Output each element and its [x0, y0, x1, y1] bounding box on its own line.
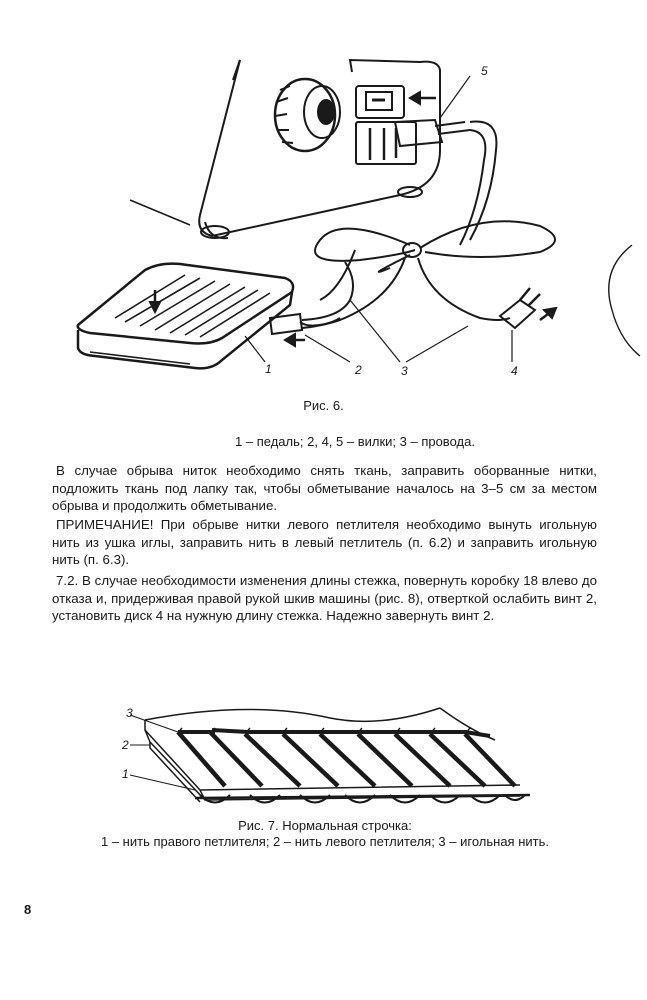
callout-3: 3: [401, 364, 408, 378]
paragraph-stitch-length: 7.2. В случае необходимости изменения длины стежка, повернуть коробку 18 влево до отказа и, придерживая правой рукой шкив машины (рис. 8), отверткой ослабить винт 2, установить диск 4 на нужную длину стежка. Надежно завернуть винт 2.: [52, 573, 597, 624]
paragraph-note: ПРИМЕЧАНИЕ! При обрыве нитки левого петлителя необходимо вынуть игольную нить из ушка иглы, заправить нить в левый петлитель (п. 6.2) и заправить игольную нить (п. 6.3).: [52, 517, 597, 568]
figure6-illustration: [0, 0, 647, 390]
figure7-stitch-illustration: [0, 700, 647, 820]
callout-1: 1: [265, 362, 272, 376]
fig7-label-2: 2: [122, 738, 129, 752]
page-number: 8: [24, 902, 32, 917]
callout-4: 4: [511, 364, 518, 378]
figure7-legend: 1 – нить правого петлителя; 2 – нить левого петлителя; 3 – игольная нить.: [101, 834, 549, 849]
paragraph-thread-break: В случае обрыва ниток необходимо снять ткань, заправить оборванные нитки, подложить ткань под лапку так, чтобы обметывание началось на 3–5 см за местом обрыва и продолжить обметывание.: [52, 463, 597, 514]
fig7-label-1: 1: [122, 767, 129, 781]
figure6-legend: 1 – педаль; 2, 4, 5 – вилки; 3 – провода.: [235, 434, 475, 449]
figure7-caption: Рис. 7. Нормальная строчка:: [238, 818, 412, 833]
callout-5: 5: [481, 64, 488, 78]
fig7-label-3: 3: [126, 706, 133, 720]
callout-2: 2: [355, 363, 362, 377]
figure6-caption: Рис. 6.: [303, 398, 344, 413]
